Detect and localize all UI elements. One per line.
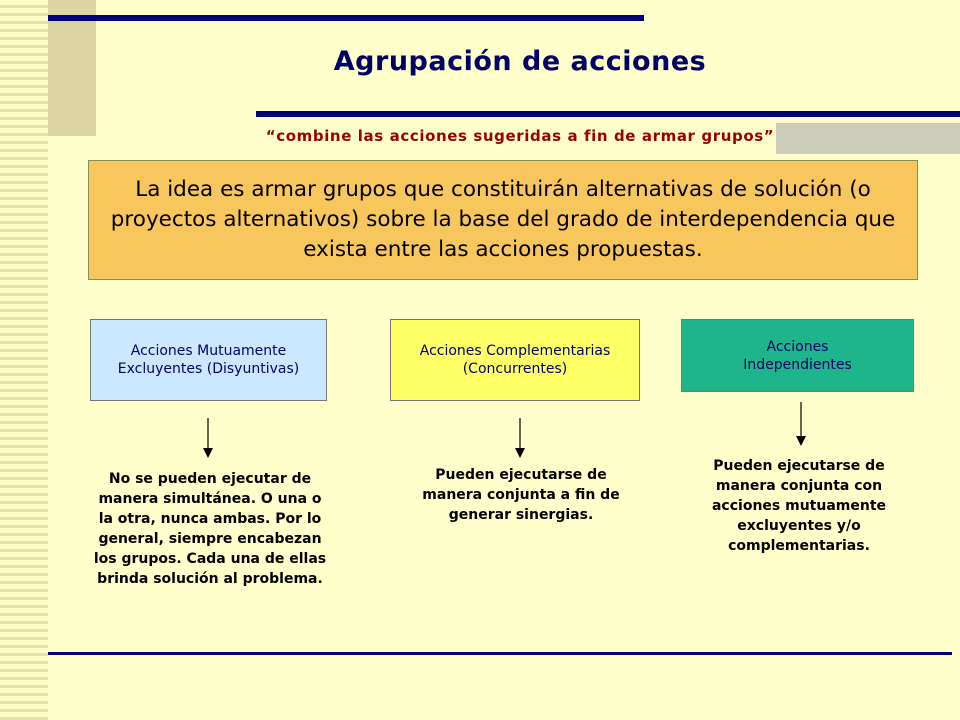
main-idea-text: La idea es armar grupos que constituirán alternativas de solución (o proyectos alternativos) sobre la base del grado de interdependencia que exista entre las acciones propuestas.: [110, 177, 896, 262]
description-excluyentes: No se pueden ejecutar de manera simultánea. O una o la otra, nunca ambas. Por lo general, siempre encabezan los grupos. Cada una de ellas brinda solución al problema.: [93, 471, 327, 587]
arrow-down-icon: [795, 402, 807, 446]
description-complementarias: Pueden ejecutarse de manera conjunta a fin de generar sinergias.: [422, 467, 620, 523]
main-idea-box: [88, 160, 918, 280]
category-label: Acciones Mutuamente Excluyentes (Disyuntivas): [117, 343, 300, 377]
category-box-excluyentes: [90, 319, 327, 401]
top-rule: [48, 15, 644, 21]
category-box-complementarias: [390, 319, 640, 401]
category-label: Acciones Complementarias (Concurrentes): [419, 343, 611, 377]
category-label: Acciones Independientes: [743, 338, 852, 373]
category-box-independientes: [681, 319, 914, 392]
arrow-down-icon: [202, 418, 214, 458]
bottom-rule: [48, 652, 952, 655]
page-subtitle: “combine las acciones sugeridas a fin de armar grupos”: [265, 127, 775, 145]
decorative-stripes: [0, 0, 48, 720]
title-underline: [256, 111, 960, 117]
page-title: Agrupación de acciones: [333, 46, 707, 77]
arrow-down-icon: [514, 418, 526, 458]
description-independientes: Pueden ejecutarse de manera conjunta con acciones mutuamente excluyentes y/o complementarias.: [711, 458, 887, 554]
